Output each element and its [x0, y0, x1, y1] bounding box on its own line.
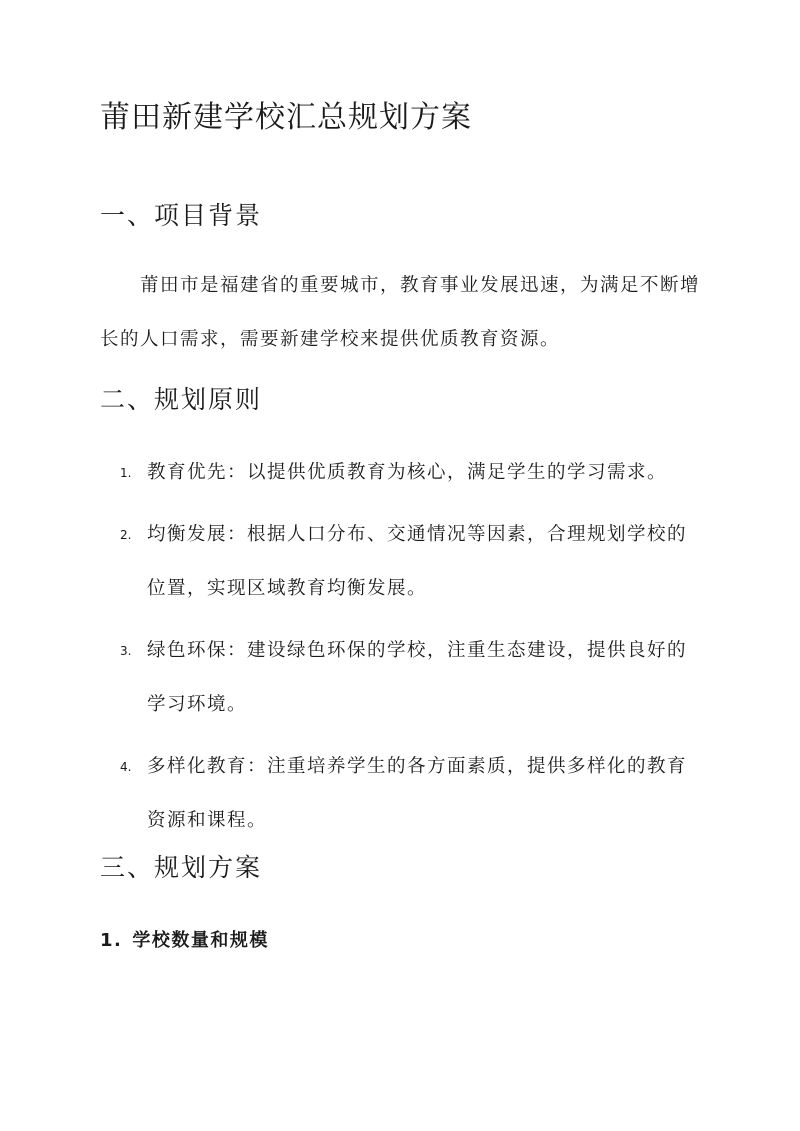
list-item — [120, 446, 700, 500]
subheading-school-count — [100, 926, 269, 956]
document-title: 莆田新建学校汇总规划方案 — [100, 100, 472, 135]
principles-list — [120, 446, 700, 848]
list-item — [120, 508, 700, 616]
list-item-text: 教育优先：以提供优质教育为核心，满足学生的学习需求。 — [147, 462, 668, 483]
subheading-number: 1. — [100, 930, 123, 951]
list-item-text: 多样化教育：注重培养学生的各方面素质，提供多样化的教育资源和课程。 — [147, 756, 688, 831]
subheading-text: 学校数量和规模 — [132, 930, 269, 951]
list-item-text: 绿色环保：建设绿色环保的学校，注重生态建设，提供良好的学习环境。 — [147, 640, 688, 715]
list-item-number: 4. — [120, 760, 132, 774]
background-paragraph: 莆田市是福建省的重要城市，教育事业发展迅速，为满足不断增长的人口需求，需要新建学校来提供优质教育资源。 — [100, 275, 701, 350]
section-heading-plan: 三、规划方案 — [100, 853, 263, 882]
list-item-number: 2. — [120, 528, 132, 542]
list-item-text: 均衡发展：根据人口分布、交通情况等因素，合理规划学校的位置，实现区域教育均衡发展。 — [147, 524, 688, 599]
list-item — [120, 624, 700, 732]
list-item-number: 3. — [120, 644, 132, 658]
list-item-number: 1. — [120, 466, 132, 480]
section-heading-background: 一、项目背景 — [100, 201, 263, 230]
list-item — [120, 740, 700, 848]
section-heading-principles: 二、规划原则 — [100, 385, 263, 414]
